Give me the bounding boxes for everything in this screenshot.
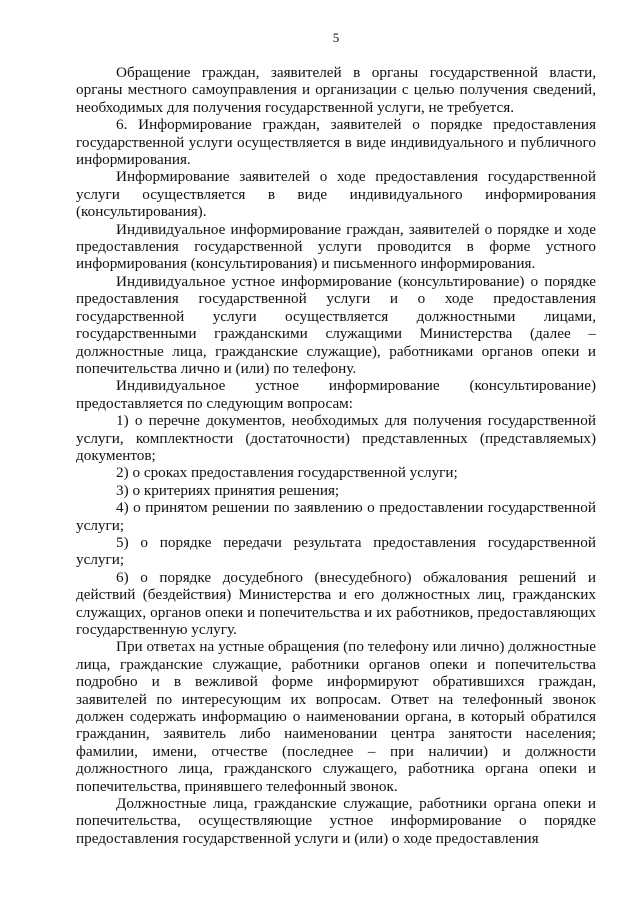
list-item: 6) о порядке досудебного (внесудебного) обжалования решений и действий (бездействия) Министерства и его должностных лиц, гражданских служащих, органов опеки и попечительства и их работников, предоставляющих государственную услугу. (76, 568, 596, 638)
list-item: 2) о сроках предоставления государственной услуги; (116, 464, 458, 482)
paragraph: Обращение граждан, заявителей в органы государственной власти, органы местного самоуправления и организации с целью получения сведений, необходимых для получения государственной услуги, не требуется. (76, 64, 596, 116)
list-item: 4) о принятом решении по заявлению о предоставлении государственной услуги; (76, 499, 596, 534)
paragraph: Индивидуальное информирование граждан, заявителей о порядке и ходе предоставления государственной услуги проводится в форме устного информирования (консультирования) и письменного информирования. (76, 220, 596, 273)
paragraph: При ответах на устные обращения (по телефону или лично) должностные лица, гражданские служащие, работники органов опеки и попечительства подробно и в вежливой форме информируют обратившихся граждан, заявителей по интересующим их вопросам. Ответ на телефонный звонок должен содержать информацию о наименовании органа, в который обратился гражданин, заявитель либо наименовании центра занятости населения; фамилии, имени, отчестве (последнее – при наличии) и должности должностного лица, гражданского служащего, работника органа опеки и попечительства, принявшего телефонный звонок. (76, 638, 596, 795)
paragraph: Информирование заявителей о ходе предоставления государственной услуги осуществляется в виде индивидуального информирования (консультирования). (76, 168, 596, 221)
list-item: 3) о критериях принятия решения; (116, 481, 340, 499)
page-number: 5 (332, 30, 340, 45)
list-item: 1) о перечне документов, необходимых для получения государственной услуги, комплектности (достаточности) представленных (представляемых) документов; (76, 412, 596, 464)
document-page (76, 30, 596, 847)
paragraph: Индивидуальное устное информирование (консультирование) о порядке предоставления государственной услуги и о ходе предоставления государственной услуги осуществляется должностными лицами, государственными гражданскими служащими Министерства (далее – должностные лица, гражданские служащие), работниками органов опеки и попечительства лично и (или) по телефону. (76, 272, 596, 377)
paragraph: 6. Информирование граждан, заявителей о порядке предоставления государственной услуги осуществляется в виде индивидуального и публичного информирования. (76, 116, 596, 169)
paragraph: Должностные лица, гражданские служащие, работники органа опеки и попечительства, осуществляющие устное информирование о порядке предоставления государственной услуги и (или) о ходе предоставления (76, 795, 596, 847)
list-item: 5) о порядке передачи результата предоставления государственной услуги; (76, 533, 596, 569)
document-body (76, 64, 596, 847)
paragraph: Индивидуальное устное информирование (консультирование) предоставляется по следующим вопросам: (76, 377, 596, 412)
